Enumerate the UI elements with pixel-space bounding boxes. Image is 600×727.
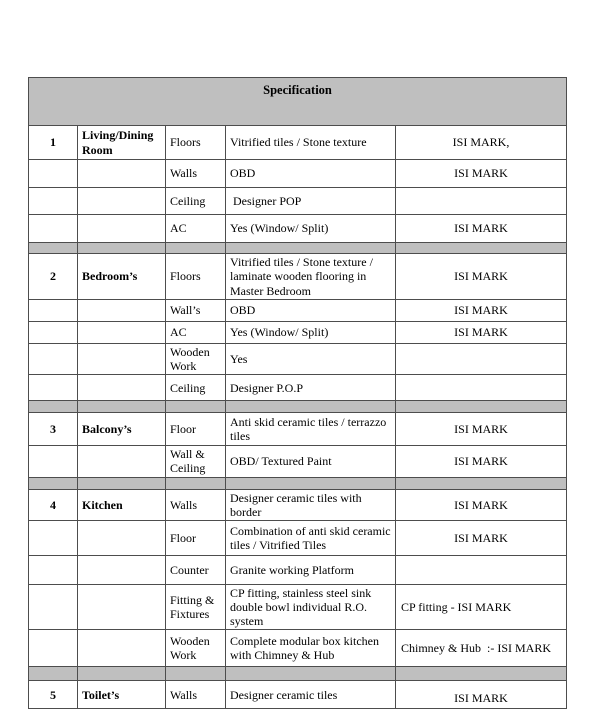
- mark-value: ISI MARK: [396, 160, 567, 188]
- component-label: Floor: [166, 520, 226, 555]
- table-row: [29, 126, 567, 160]
- room-name-empty: [78, 188, 166, 215]
- room-name-empty: [78, 520, 166, 555]
- section-number: 3: [29, 413, 78, 446]
- section-number-empty: [29, 188, 78, 215]
- table-row: [29, 254, 567, 300]
- spec-description: Designer P.O.P: [226, 375, 396, 401]
- spec-description: OBD: [226, 300, 396, 322]
- table-row: [29, 160, 567, 188]
- component-label: Walls: [166, 160, 226, 188]
- mark-value: ISI MARK: [396, 322, 567, 344]
- section-number-empty: [29, 160, 78, 188]
- room-name-empty: [78, 555, 166, 584]
- table-title-row: [29, 78, 567, 126]
- room-name: Toilet’s: [78, 681, 166, 709]
- component-label: Fitting & Fixtures: [166, 584, 226, 629]
- component-label: Wooden Work: [166, 344, 226, 375]
- component-label: Ceiling: [166, 188, 226, 215]
- table-title: Specification: [29, 78, 567, 126]
- section-number: 5: [29, 681, 78, 709]
- room-name-empty: [78, 446, 166, 477]
- separator-row: [29, 477, 567, 489]
- spec-description: Yes (Window/ Split): [226, 215, 396, 243]
- section-number-empty: [29, 300, 78, 322]
- separator-cell: [29, 667, 78, 681]
- mark-value: CP fitting - ISI MARK: [396, 584, 567, 629]
- section-number-empty: [29, 375, 78, 401]
- component-label: AC: [166, 322, 226, 344]
- section-number-empty: [29, 344, 78, 375]
- table-row: [29, 630, 567, 667]
- spec-description: CP fitting, stainless steel sink double bowl individual R.O. system: [226, 584, 396, 629]
- component-label: Counter: [166, 555, 226, 584]
- specification-table: [28, 77, 567, 709]
- separator-row: [29, 667, 567, 681]
- section-number-empty: [29, 520, 78, 555]
- component-label: Floor: [166, 413, 226, 446]
- table-row: [29, 215, 567, 243]
- separator-cell: [396, 667, 567, 681]
- section-number: 4: [29, 489, 78, 520]
- table-row: [29, 681, 567, 709]
- spec-description: Granite working Platform: [226, 555, 396, 584]
- mark-value: ISI MARK,: [396, 126, 567, 160]
- section-number: 2: [29, 254, 78, 300]
- spec-description: OBD/ Textured Paint: [226, 446, 396, 477]
- mark-value: ISI MARK: [396, 520, 567, 555]
- separator-cell: [396, 401, 567, 413]
- room-name-empty: [78, 300, 166, 322]
- component-label: Floors: [166, 254, 226, 300]
- spec-description: Vitrified tiles / Stone texture / laminate wooden flooring in Master Bedroom: [226, 254, 396, 300]
- table-row: [29, 300, 567, 322]
- table-row: [29, 584, 567, 629]
- separator-cell: [226, 401, 396, 413]
- component-label: Wall’s: [166, 300, 226, 322]
- component-label: Floors: [166, 126, 226, 160]
- separator-cell: [166, 243, 226, 254]
- mark-value: [396, 555, 567, 584]
- mark-value: [396, 375, 567, 401]
- spec-description: Designer ceramic tiles: [226, 681, 396, 709]
- component-label: Ceiling: [166, 375, 226, 401]
- mark-value: Chimney & Hub :- ISI MARK: [396, 630, 567, 667]
- mark-value: ISI MARK: [396, 254, 567, 300]
- separator-cell: [29, 477, 78, 489]
- section-number-empty: [29, 446, 78, 477]
- component-label: Wall & Ceiling: [166, 446, 226, 477]
- table-row: [29, 322, 567, 344]
- separator-cell: [226, 477, 396, 489]
- room-name-empty: [78, 322, 166, 344]
- separator-row: [29, 243, 567, 254]
- mark-value: ISI MARK: [396, 215, 567, 243]
- mark-value: ISI MARK: [396, 446, 567, 477]
- table-row: [29, 555, 567, 584]
- spec-description: Vitrified tiles / Stone texture: [226, 126, 396, 160]
- component-label: Wooden Work: [166, 630, 226, 667]
- separator-cell: [166, 667, 226, 681]
- spec-description: Yes: [226, 344, 396, 375]
- mark-value: ISI MARK: [396, 300, 567, 322]
- separator-cell: [226, 667, 396, 681]
- section-number-empty: [29, 584, 78, 629]
- table-row: [29, 520, 567, 555]
- table-row: [29, 489, 567, 520]
- spec-description: Designer POP: [226, 188, 396, 215]
- room-name: Balcony’s: [78, 413, 166, 446]
- table-row: [29, 446, 567, 477]
- spec-description: Anti skid ceramic tiles / terrazzo tiles: [226, 413, 396, 446]
- mark-value: ISI MARK: [396, 413, 567, 446]
- room-name: Kitchen: [78, 489, 166, 520]
- room-name-empty: [78, 160, 166, 188]
- separator-cell: [29, 401, 78, 413]
- room-name: Bedroom’s: [78, 254, 166, 300]
- spec-description: Complete modular box kitchen with Chimney & Hub: [226, 630, 396, 667]
- separator-cell: [166, 401, 226, 413]
- component-label: Walls: [166, 681, 226, 709]
- mark-value: ISI MARK: [396, 681, 567, 709]
- separator-cell: [78, 243, 166, 254]
- section-number: 1: [29, 126, 78, 160]
- table-row: [29, 344, 567, 375]
- section-number-empty: [29, 555, 78, 584]
- separator-cell: [396, 243, 567, 254]
- separator-cell: [78, 667, 166, 681]
- separator-cell: [29, 243, 78, 254]
- separator-cell: [166, 477, 226, 489]
- section-number-empty: [29, 215, 78, 243]
- room-name-empty: [78, 344, 166, 375]
- separator-cell: [396, 477, 567, 489]
- table-row: [29, 375, 567, 401]
- spec-description: Yes (Window/ Split): [226, 322, 396, 344]
- spec-description: Combination of anti skid ceramic tiles / Vitrified Tiles: [226, 520, 396, 555]
- spec-description: OBD: [226, 160, 396, 188]
- separator-cell: [78, 477, 166, 489]
- section-number-empty: [29, 322, 78, 344]
- room-name-empty: [78, 630, 166, 667]
- spec-description: Designer ceramic tiles with border: [226, 489, 396, 520]
- mark-value: ISI MARK: [396, 489, 567, 520]
- room-name: Living/Dining Room: [78, 126, 166, 160]
- mark-value: [396, 344, 567, 375]
- component-label: Walls: [166, 489, 226, 520]
- room-name-empty: [78, 375, 166, 401]
- component-label: AC: [166, 215, 226, 243]
- separator-cell: [226, 243, 396, 254]
- room-name-empty: [78, 215, 166, 243]
- separator-cell: [78, 401, 166, 413]
- room-name-empty: [78, 584, 166, 629]
- table-row: [29, 188, 567, 215]
- section-number-empty: [29, 630, 78, 667]
- separator-row: [29, 401, 567, 413]
- mark-value: [396, 188, 567, 215]
- table-row: [29, 413, 567, 446]
